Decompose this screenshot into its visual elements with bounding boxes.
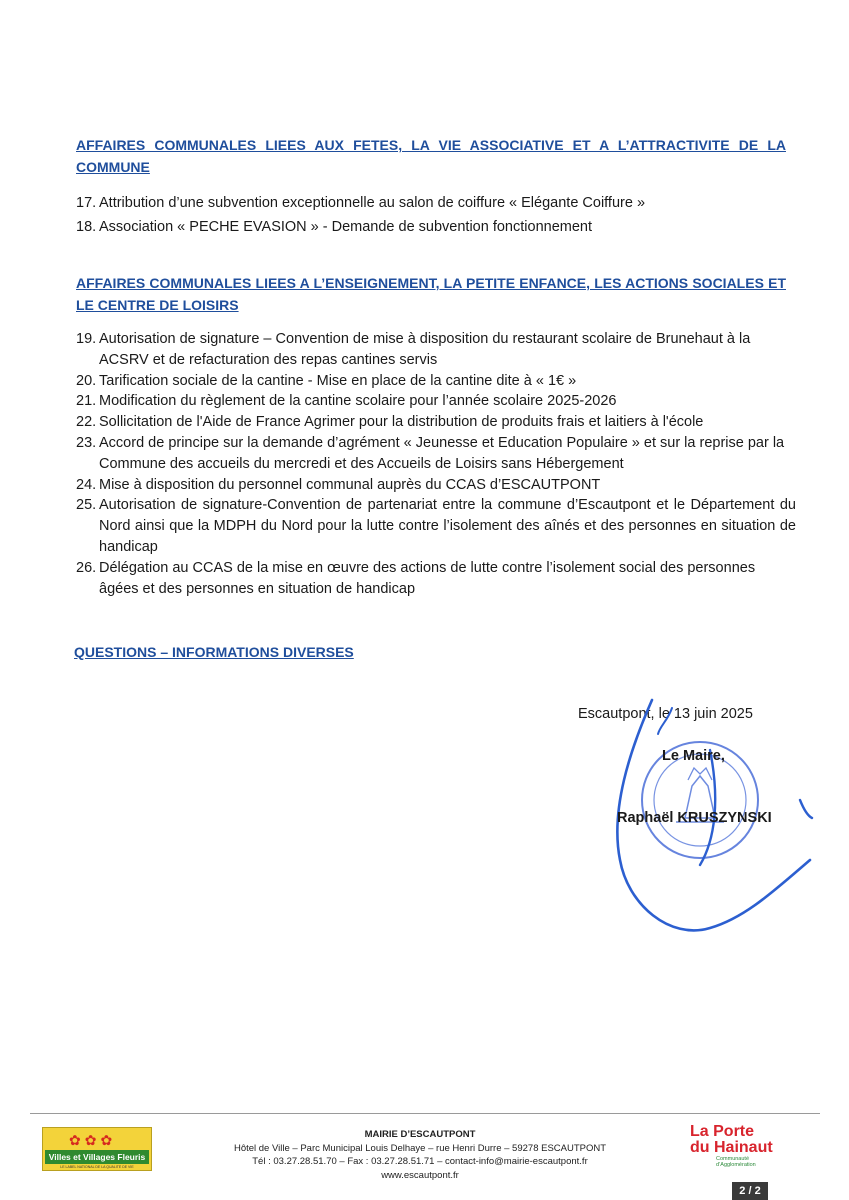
signature-date: Escautpont, le 13 juin 2025 <box>578 706 753 722</box>
agenda-item-number: 25. <box>76 497 97 514</box>
footer-divider <box>30 1113 820 1114</box>
section-title-fetes: AFFAIRES COMMUNALES LIEES AUX FETES, LA VIE ASSOCIATIVE ET A L’ATTRACTIVITE DE LA COMMUNE <box>76 137 786 175</box>
agenda-item-number: 22. <box>76 414 97 431</box>
agenda-item <box>76 433 796 475</box>
logo-tagline: LE LABEL NATIONAL DE LA QUALITÉ DE VIE <box>60 1165 134 1169</box>
agenda-item <box>76 217 796 238</box>
villes-villages-fleuris-logo <box>42 1127 152 1171</box>
agenda-item-text: Autorisation de signature-Convention de partenariat entre la commune d’Escautpont et le Département du Nord ainsi que la MDPH du Nord pour la lutte contre l’isolement des aînés et des personnes en situation de handicap <box>99 497 796 555</box>
footer-address-block <box>200 1128 640 1182</box>
agenda-item <box>76 475 796 496</box>
agenda-item-number: 26. <box>76 559 97 576</box>
porte-du-hainaut-logo <box>690 1124 790 1168</box>
logo-line-2: du Hainaut <box>690 1139 773 1156</box>
agenda-list-enseignement <box>76 329 796 599</box>
agenda-item-text: Attribution d’une subvention exceptionnelle au salon de coiffure « Elégante Coiffure » <box>99 195 646 211</box>
agenda-item-text: Sollicitation de l'Aide de France Agrimer pour la distribution de produits frais et laitiers à l'école <box>99 414 704 431</box>
agenda-item <box>76 371 796 392</box>
logo-label: Villes et Villages Fleuris <box>45 1150 149 1164</box>
agenda-item <box>76 495 796 557</box>
footer-website: www.escautpont.fr <box>381 1169 459 1181</box>
agenda-item-text: Accord de principe sur la demande d’agrément « Jeunesse et Education Populaire » et sur la reprise par la Commune des accueils du mercredi et des Accueils de Loisirs sans Hébergement <box>99 434 785 472</box>
agenda-item-number: 23. <box>76 434 97 451</box>
agenda-item <box>76 412 796 433</box>
section-title-enseignement: AFFAIRES COMMUNALES LIEES A L’ENSEIGNEMENT, LA PETITE ENFANCE, LES ACTIONS SOCIALES ET LE CENTRE DE LOISIRS <box>76 275 786 313</box>
section-title-questions: QUESTIONS – INFORMATIONS DIVERSES <box>74 644 354 660</box>
agenda-item <box>76 558 796 600</box>
footer-contact: Tél : 03.27.28.51.70 – Fax : 03.27.28.51.71 – contact-info@mairie-escautpont.fr <box>252 1156 588 1167</box>
agenda-item-text: Tarification sociale de la cantine - Mise en place de la cantine dite à « 1€ » <box>99 372 577 389</box>
agenda-item-number: 18. <box>76 218 97 235</box>
agenda-item <box>76 391 796 412</box>
agenda-item-number: 19. <box>76 331 97 347</box>
page-number-badge: 2 / 2 <box>732 1182 768 1200</box>
signature-name: Raphaël KRUSZYNSKI <box>617 810 772 826</box>
footer-address: Hôtel de Ville – Parc Municipal Louis Delhaye – rue Henri Durre – 59278 ESCAUTPONT <box>233 1142 607 1154</box>
agenda-list-fetes <box>76 193 796 238</box>
logo-line-3: Communauté d’Agglomération <box>716 1156 756 1168</box>
agenda-item-number: 20. <box>76 372 97 389</box>
agenda-item-number: 21. <box>76 393 97 410</box>
agenda-item-number: 24. <box>76 476 97 493</box>
agenda-item-text: Autorisation de signature – Convention de mise à disposition du restaurant scolaire de Brunehaut à la ACSRV et de refacturation des repas cantines servis <box>99 331 751 368</box>
agenda-item-number: 17. <box>76 195 97 211</box>
agenda-item-text: Délégation au CCAS de la mise en œuvre des actions de lutte contre l’isolement social des personnes âgées et des personnes en situation de handicap <box>99 559 756 597</box>
signature-role: Le Maire, <box>662 748 725 764</box>
agenda-item-text: Mise à disposition du personnel communal auprès du CCAS d’ESCAUTPONT <box>99 476 601 493</box>
agenda-item <box>76 193 796 214</box>
agenda-item-text: Association « PECHE EVASION » - Demande de subvention fonctionnement <box>99 218 592 235</box>
agenda-item <box>76 329 796 371</box>
footer-title: MAIRIE D’ESCAUTPONT <box>364 1129 476 1140</box>
flower-icons: ✿✿✿ <box>69 1132 117 1148</box>
logo-line-1: La Porte <box>690 1123 755 1140</box>
agenda-item-text: Modification du règlement de la cantine scolaire pour l’année scolaire 2025-2026 <box>99 393 617 410</box>
